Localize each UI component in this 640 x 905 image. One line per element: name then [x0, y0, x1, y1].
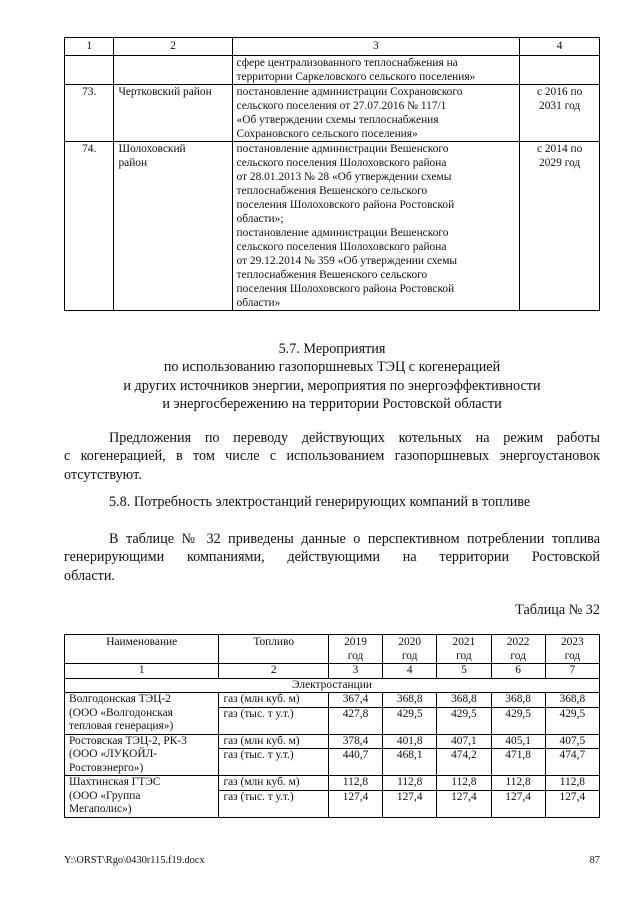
column-number: 7: [545, 664, 599, 679]
text-line: с 2016 по: [536, 86, 583, 98]
text-line: сельского поселения от 27.07.2016 № 117/1: [236, 100, 447, 112]
year-text: год: [347, 649, 364, 662]
value-cell: 401,8: [383, 734, 437, 749]
text-line: (ООО «ЛУКОЙЛ-: [69, 748, 158, 760]
column-number: 5: [437, 664, 491, 679]
fuel-unit-cell: газ (тыс. т у.т.): [219, 790, 328, 817]
value-cell: 440,7: [328, 749, 382, 776]
fuel-paragraph: [64, 530, 600, 585]
year-text: год: [401, 649, 418, 662]
text-line: области»: [236, 297, 281, 309]
period-cell: [520, 142, 600, 311]
schemes-table: [64, 37, 600, 311]
text-line: постановление администрации Вешенского: [236, 227, 449, 239]
year-text: 2019: [344, 636, 367, 648]
value-cell: 127,4: [328, 790, 382, 817]
document-cell: [232, 85, 520, 142]
header-cell: Наименование: [65, 635, 219, 664]
paragraph-line: области.: [64, 567, 115, 584]
plant-name-cell: [65, 776, 219, 818]
table-row: [65, 776, 600, 791]
value-cell: 429,5: [491, 707, 545, 734]
value-cell: 468,1: [383, 749, 437, 776]
text-line: сельского поселения Шолоховского района: [236, 157, 447, 169]
year-text: 2022: [506, 636, 530, 648]
page-number: 87: [589, 855, 600, 866]
text-line: сфере централизованного теплоснабжения на: [236, 57, 458, 69]
value-cell: 112,8: [437, 776, 491, 791]
value-cell: 429,5: [383, 707, 437, 734]
paragraph-line: с когенерацией, в том числе с использованием газопоршневых энергоустановок: [64, 448, 600, 465]
header-cell: [491, 635, 545, 664]
district-cell: [114, 56, 232, 85]
text-line: территории Саркеловского сельского поселения»: [236, 71, 476, 83]
value-cell: 407,5: [545, 734, 599, 749]
header-cell: 4: [520, 38, 600, 56]
year-text: год: [456, 649, 472, 662]
text-line: 2029 год: [539, 157, 581, 169]
value-cell: 127,4: [491, 790, 545, 817]
table-row: [65, 142, 600, 311]
text-line: теплоснабжения Вешенского сельского: [236, 185, 428, 197]
value-cell: 112,8: [383, 776, 437, 791]
fuel-unit-cell: газ (тыс. т у.т.): [219, 707, 328, 734]
header-cell: [437, 635, 491, 664]
document-cell: [232, 56, 520, 85]
text-line: 2031 год: [539, 100, 581, 112]
value-cell: 427,8: [328, 707, 382, 734]
plant-name-cell: [65, 693, 219, 735]
text-line: области»;: [236, 213, 284, 225]
heading-line: 5.7. Мероприятия: [278, 341, 386, 357]
row-number: 74.: [65, 142, 114, 311]
year-text: 2021: [452, 636, 476, 648]
header-cell: [383, 635, 437, 664]
section-label: Электростанции: [65, 678, 600, 693]
year-text: год: [564, 649, 581, 662]
section-5-7-heading: [64, 340, 600, 414]
value-cell: 471,8: [491, 749, 545, 776]
column-number: 2: [219, 664, 328, 679]
heading-line: по использованию газопоршневых ТЭЦ с когенерацией: [163, 359, 501, 376]
paragraph-line: генерирующими компаниями, действующими на территории Ростовской: [64, 549, 600, 566]
table-row: [65, 56, 600, 85]
text-line: Ростовэнерго»): [69, 761, 144, 774]
text-line: теплоснабжения Вешенского сельского: [236, 269, 428, 281]
text-line: постановление администрации Сохрановского: [236, 86, 463, 98]
value-cell: 407,1: [437, 734, 491, 749]
value-cell: 112,8: [545, 776, 599, 791]
column-number: 6: [491, 664, 545, 679]
text-line: от 28.01.2013 № 28 «Об утверждении схемы: [236, 171, 452, 183]
text-line: с 2014 по: [536, 143, 583, 155]
header-cell: 1: [65, 38, 114, 56]
column-number: 4: [383, 664, 437, 679]
district-cell: [114, 85, 232, 142]
plant-name-cell: [65, 734, 219, 776]
value-cell: 127,4: [383, 790, 437, 817]
row-number: 73.: [65, 85, 114, 142]
fuel-consumption-table: [64, 634, 600, 818]
district-cell: [114, 142, 232, 311]
fuel-unit-cell: газ (млн куб. м): [219, 734, 328, 749]
period-cell: [520, 85, 600, 142]
table-row: [65, 693, 600, 708]
table-row: [65, 85, 600, 142]
value-cell: 474,7: [545, 749, 599, 776]
text-line: Мегаполис»): [69, 803, 132, 815]
text-line: постановление администрации Вешенского: [236, 143, 449, 155]
section-5-8-heading: 5.8. Потребность электростанций генерирующих компаний в топливе: [109, 494, 531, 510]
text-line: Сохрановского сельского поселения»: [236, 128, 418, 140]
value-cell: 368,8: [491, 693, 545, 708]
value-cell: 405,1: [491, 734, 545, 749]
value-cell: 368,8: [383, 693, 437, 708]
heading-line: и энергосбережению на территории Ростовской области: [162, 396, 502, 413]
header-cell: 3: [232, 38, 520, 56]
year-text: 2020: [398, 636, 422, 648]
text-line: от 29.12.2014 № 359 «Об утверждении схемы: [236, 255, 458, 267]
text-line: Волгодонская ТЭЦ-2: [69, 693, 171, 705]
fuel-unit-cell: газ (млн куб. м): [219, 693, 328, 708]
text-line: Шахтинская ГТЭС: [69, 776, 161, 788]
heading-line: и других источников энергии, мероприятия по энергоэффективности: [123, 377, 541, 394]
paragraph-line: Предложения по переводу действующих котельных на режим работы: [109, 430, 600, 446]
row-number: [65, 56, 114, 85]
text-line: (ООО «Группа: [69, 789, 141, 802]
document-cell: [232, 142, 520, 311]
header-cell: 2: [114, 38, 232, 56]
table-header-row: [65, 635, 600, 664]
value-cell: 429,5: [545, 707, 599, 734]
period-cell: [520, 56, 600, 85]
header-cell: [545, 635, 599, 664]
value-cell: 368,8: [437, 693, 491, 708]
text-line: район: [118, 157, 148, 169]
table-header-row: [65, 38, 600, 56]
value-cell: 127,4: [545, 790, 599, 817]
text-line: Ростовская ТЭЦ-2, РК-3: [69, 734, 187, 747]
value-cell: 368,8: [545, 693, 599, 708]
text-line: поселения Шолоховского района Ростовской: [236, 199, 455, 211]
footer-file-path: Y:\ORST\Rgo\0430r115.f19.docx: [64, 855, 205, 866]
header-cell: Топливо: [219, 635, 328, 664]
text-line: (ООО «Волгодонская: [69, 706, 173, 719]
text-line: «Об утверждении схемы теплоснабжения: [236, 114, 439, 126]
table-caption: Таблица № 32: [515, 602, 600, 618]
paragraph-line: отсутствуют.: [64, 466, 142, 483]
text-line: сельского поселения Шолоховского района: [236, 241, 447, 253]
value-cell: 112,8: [491, 776, 545, 791]
text-line: Шолоховский: [118, 143, 186, 155]
paragraph-line: В таблице № 32 приведены данные о перспективном потреблении топлива: [109, 531, 600, 547]
value-cell: 367,4: [328, 693, 382, 708]
text-line: поселения Шолоховского района Ростовской: [236, 283, 455, 295]
value-cell: 474,2: [437, 749, 491, 776]
text-line: тепловая генерация»): [69, 720, 174, 732]
table-row: [65, 734, 600, 749]
section-row: [65, 678, 600, 693]
text-line: Чертковский район: [118, 86, 212, 98]
value-cell: 378,4: [328, 734, 382, 749]
column-number: 1: [65, 664, 219, 679]
header-cell: [328, 635, 382, 664]
column-number: 3: [328, 664, 382, 679]
cogeneration-paragraph: [64, 429, 600, 484]
value-cell: 112,8: [328, 776, 382, 791]
value-cell: 127,4: [437, 790, 491, 817]
year-text: год: [510, 649, 526, 662]
value-cell: 429,5: [437, 707, 491, 734]
year-text: 2023: [560, 636, 584, 648]
column-number-row: [65, 664, 600, 679]
fuel-unit-cell: газ (млн куб. м): [219, 776, 328, 791]
fuel-unit-cell: газ (тыс. т у.т.): [219, 749, 328, 776]
